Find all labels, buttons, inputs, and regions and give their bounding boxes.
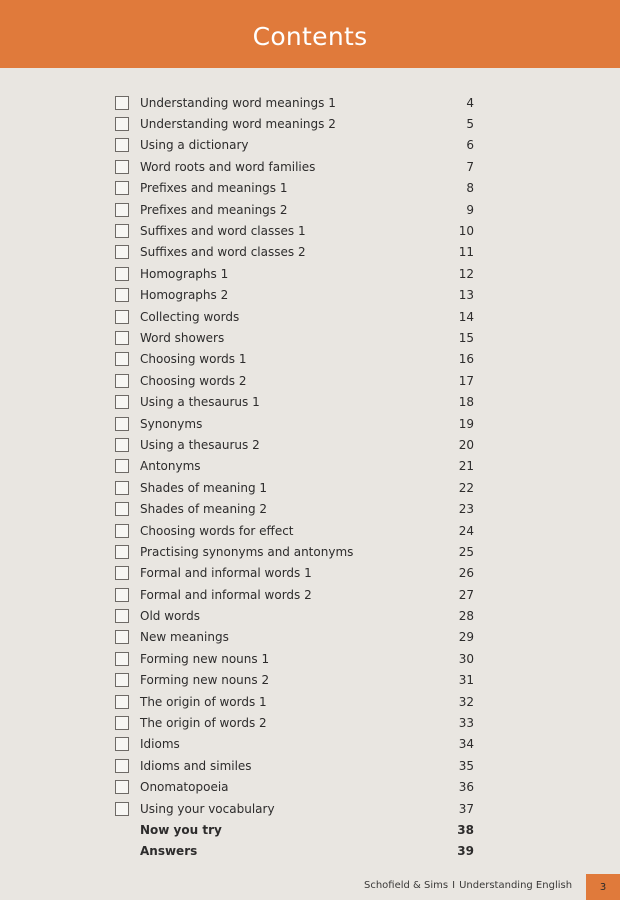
toc-page-number: 10 (458, 224, 474, 239)
toc-row (112, 113, 492, 134)
checkbox[interactable] (115, 395, 129, 409)
toc-label: Old words (140, 609, 200, 624)
toc-row (112, 755, 492, 776)
toc-label: Using a dictionary (140, 138, 249, 153)
toc-row (112, 242, 492, 263)
contents-list (112, 92, 492, 862)
checkbox[interactable] (115, 630, 129, 644)
checkbox[interactable] (115, 288, 129, 302)
toc-page-number: 31 (458, 673, 474, 688)
checkbox[interactable] (115, 566, 129, 580)
toc-row (112, 156, 492, 177)
toc-label: Synonyms (140, 416, 203, 431)
checkbox[interactable] (115, 759, 129, 773)
toc-label: Using your vocabulary (140, 801, 275, 816)
toc-label: Shades of meaning 1 (140, 480, 268, 495)
toc-row (112, 541, 492, 562)
toc-label: Homographs 2 (140, 288, 229, 303)
toc-row (112, 734, 492, 755)
toc-page-number: 36 (458, 780, 474, 795)
toc-row (112, 520, 492, 541)
toc-label: Answers (140, 844, 198, 859)
toc-label: Antonyms (140, 459, 201, 474)
toc-page-number: 17 (458, 373, 474, 388)
toc-row (112, 648, 492, 669)
toc-page-number: 39 (457, 844, 474, 859)
toc-row (112, 285, 492, 306)
toc-label: Now you try (140, 822, 222, 837)
toc-row (112, 220, 492, 241)
toc-row (112, 584, 492, 605)
checkbox[interactable] (115, 417, 129, 431)
toc-label: Idioms (140, 737, 180, 752)
toc-row (112, 434, 492, 455)
page-title: Contents (252, 21, 368, 51)
toc-page-number: 37 (458, 801, 474, 816)
toc-page-number: 26 (458, 566, 474, 581)
checkbox[interactable] (115, 117, 129, 131)
toc-page-number: 25 (458, 544, 474, 559)
toc-page-number: 30 (458, 651, 474, 666)
toc-label: Using a thesaurus 1 (140, 395, 260, 410)
toc-label: Shades of meaning 2 (140, 502, 268, 517)
toc-row (112, 413, 492, 434)
toc-page-number: 8 (466, 181, 474, 196)
toc-page-number: 23 (458, 502, 474, 517)
toc-label: Forming new nouns 2 (140, 673, 270, 688)
checkbox[interactable] (115, 352, 129, 366)
toc-page-number: 15 (458, 330, 474, 345)
toc-row (112, 712, 492, 733)
checkbox[interactable] (115, 181, 129, 195)
toc-label: Practising synonyms and antonyms (140, 544, 354, 559)
toc-row (112, 306, 492, 327)
toc-label: Suffixes and word classes 1 (140, 224, 306, 239)
page-number: 3 (599, 881, 607, 893)
toc-label: Prefixes and meanings 2 (140, 202, 288, 217)
toc-label: Collecting words (140, 309, 240, 324)
checkbox[interactable] (115, 481, 129, 495)
toc-label: Understanding word meanings 2 (140, 117, 336, 132)
toc-row (112, 477, 492, 498)
toc-page-number: 7 (466, 159, 474, 174)
toc-page-number: 19 (458, 416, 474, 431)
checkbox[interactable] (115, 310, 129, 324)
toc-label: The origin of words 2 (140, 716, 267, 731)
checkbox[interactable] (115, 695, 129, 709)
toc-row (112, 627, 492, 648)
footer (364, 880, 572, 891)
toc-row (112, 178, 492, 199)
toc-page-number: 4 (466, 95, 474, 110)
toc-label: Suffixes and word classes 2 (140, 245, 306, 260)
toc-label: Prefixes and meanings 1 (140, 181, 288, 196)
toc-page-number: 24 (458, 523, 474, 538)
toc-label: Homographs 1 (140, 266, 229, 281)
checkbox[interactable] (115, 203, 129, 217)
checkbox[interactable] (115, 588, 129, 602)
toc-row (112, 370, 492, 391)
toc-row (112, 670, 492, 691)
checkbox[interactable] (115, 673, 129, 687)
toc-row (112, 498, 492, 519)
toc-label: Idioms and similes (140, 758, 252, 773)
toc-label: Forming new nouns 1 (140, 651, 270, 666)
toc-label: Choosing words 2 (140, 373, 247, 388)
toc-row (112, 199, 492, 220)
checkbox[interactable] (115, 160, 129, 174)
checkbox[interactable] (115, 96, 129, 110)
checkbox[interactable] (115, 609, 129, 623)
footer-publisher: Schofield & Sims (364, 880, 449, 891)
toc-row (112, 391, 492, 412)
toc-row (112, 92, 492, 113)
toc-page-number: 22 (458, 480, 474, 495)
footer-separator: I (452, 880, 456, 891)
toc-page-number: 13 (458, 288, 474, 303)
checkbox[interactable] (115, 267, 129, 281)
toc-page-number: 12 (458, 266, 474, 281)
toc-page-number: 18 (458, 395, 474, 410)
checkbox[interactable] (115, 331, 129, 345)
toc-row (112, 777, 492, 798)
toc-label: Formal and informal words 2 (140, 587, 312, 602)
toc-page-number: 32 (458, 694, 474, 709)
checkbox[interactable] (115, 502, 129, 516)
toc-row (112, 327, 492, 348)
toc-label: Word showers (140, 330, 225, 345)
checkbox[interactable] (115, 438, 129, 452)
toc-row (112, 798, 492, 819)
toc-label: Understanding word meanings 1 (140, 95, 336, 110)
toc-label: The origin of words 1 (140, 694, 267, 709)
checkbox[interactable] (115, 138, 129, 152)
header-bar (0, 0, 620, 68)
toc-page-number: 38 (457, 822, 474, 837)
toc-page-number: 27 (458, 587, 474, 602)
checkbox[interactable] (115, 802, 129, 816)
toc-label: New meanings (140, 630, 229, 645)
toc-page-number: 33 (458, 716, 474, 731)
toc-row (112, 841, 492, 862)
toc-row (112, 263, 492, 284)
checkbox[interactable] (115, 245, 129, 259)
toc-label: Choosing words for effect (140, 523, 294, 538)
toc-page-number: 5 (466, 117, 474, 132)
checkbox[interactable] (115, 545, 129, 559)
toc-page-number: 11 (458, 245, 474, 260)
toc-row (112, 691, 492, 712)
checkbox[interactable] (115, 652, 129, 666)
checkbox[interactable] (115, 224, 129, 238)
toc-row (112, 456, 492, 477)
toc-page-number: 34 (458, 737, 474, 752)
page-number-tab (586, 874, 620, 900)
toc-label: Choosing words 1 (140, 352, 247, 367)
toc-page-number: 6 (466, 138, 474, 153)
toc-page-number: 20 (458, 437, 474, 452)
toc-page-number: 29 (458, 630, 474, 645)
footer-series: Understanding English (459, 880, 573, 891)
toc-label: Using a thesaurus 2 (140, 437, 260, 452)
toc-page-number: 9 (466, 202, 474, 217)
checkbox[interactable] (115, 374, 129, 388)
toc-row (112, 563, 492, 584)
toc-page-number: 35 (458, 758, 474, 773)
toc-page-number: 16 (458, 352, 474, 367)
checkbox[interactable] (115, 780, 129, 794)
checkbox[interactable] (115, 716, 129, 730)
checkbox[interactable] (115, 459, 129, 473)
toc-row (112, 349, 492, 370)
checkbox[interactable] (115, 524, 129, 538)
toc-row (112, 605, 492, 626)
toc-label: Word roots and word families (140, 159, 316, 174)
checkbox[interactable] (115, 737, 129, 751)
toc-page-number: 28 (458, 609, 474, 624)
toc-row (112, 135, 492, 156)
toc-page-number: 21 (458, 459, 474, 474)
toc-row (112, 819, 492, 840)
toc-label: Formal and informal words 1 (140, 566, 312, 581)
toc-page-number: 14 (458, 309, 474, 324)
toc-label: Onomatopoeia (140, 780, 229, 795)
